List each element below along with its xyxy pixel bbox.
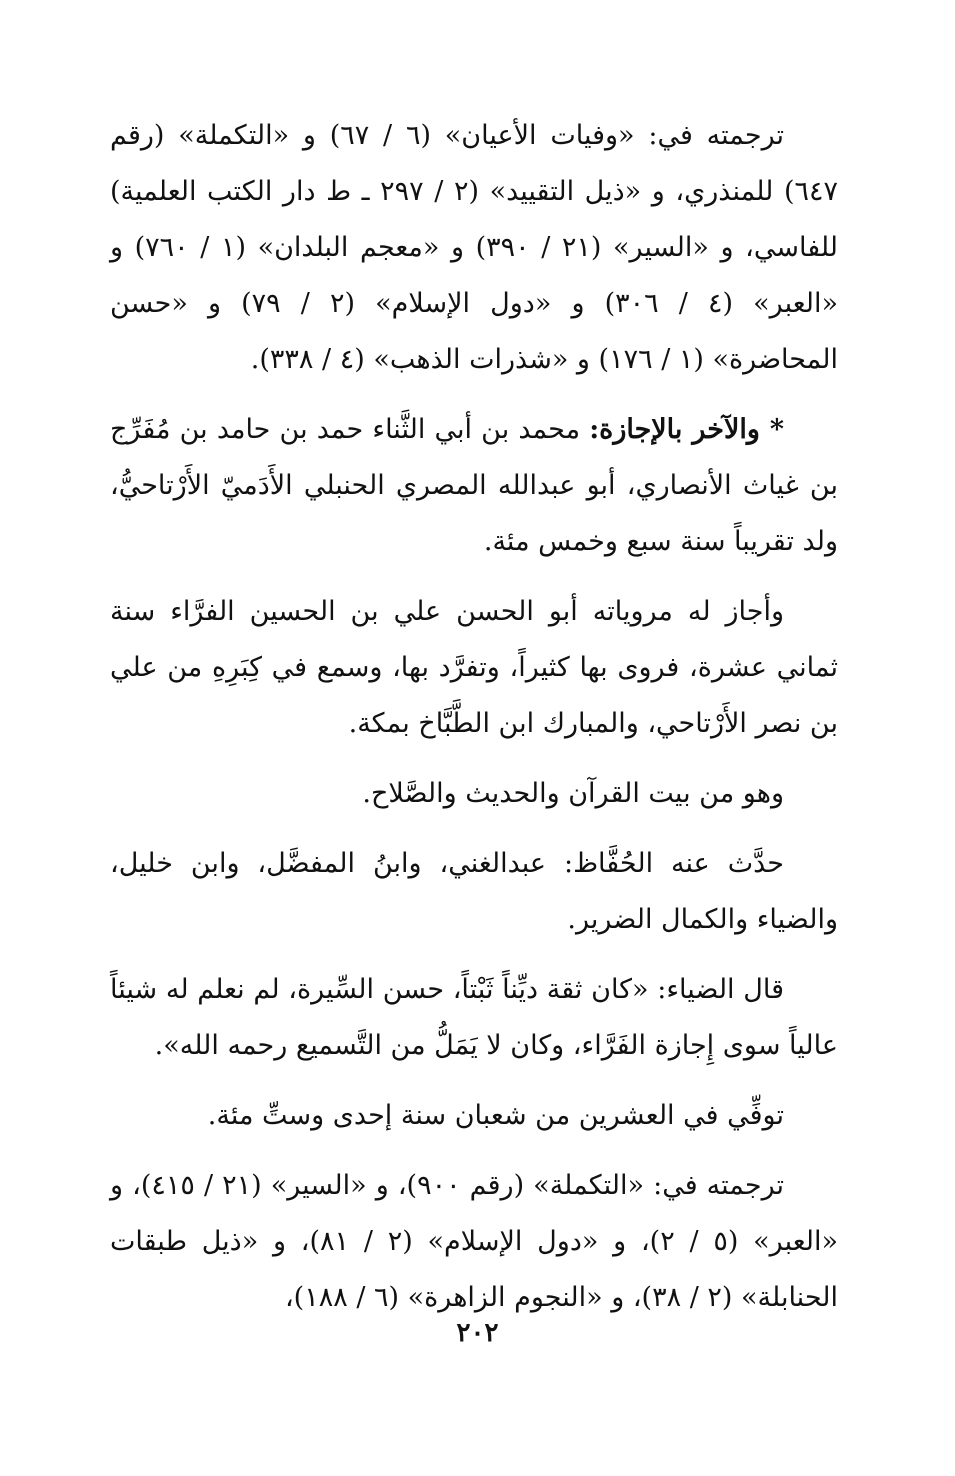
- paragraph-text: توفِّي في العشرين من شعبان سنة إحدى وستِّ مئة.: [207, 1100, 784, 1131]
- paragraph-students: [110, 836, 838, 948]
- paragraph-death: [110, 1088, 838, 1144]
- paragraph-sources-2: [110, 1158, 838, 1326]
- paragraph-text: وهو من بيت القرآن والحديث والصَّلاح.: [362, 778, 784, 809]
- paragraph-sources-1: [110, 108, 838, 388]
- page-number: ٢٠٢: [456, 1318, 499, 1348]
- paragraph-text: محمد بن أبي الثَّناء حمد بن حامد بن مُفَرِّج بن غياث الأنصاري، أبو عبدالله المصري الحنبلي الأَدَميّ الأَرْتاحيُّ، ولد تقريباً سنة سبع وخمس مئة.: [110, 414, 838, 557]
- paragraph-ijaza: [110, 584, 838, 752]
- paragraph-lead: * والآخر بالإجازة:: [589, 414, 784, 445]
- paragraph-text: ترجمته في: «التكملة» (رقم ٩٠٠)، و «السير» (٢١ / ٤١٥)، و «العبر» (٥ / ٢)، و «دول الإسلام» (٢ / ٨١)، و «ذيل طبقات الحنابلة» (٢ / ٣٨)، و «النجوم الزاهرة» (٦ / ١٨٨)،: [110, 1170, 838, 1313]
- paragraph-text: قال الضياء: «كان ثقة ديِّناً ثَبْتاً، حسن السِّيرة، لم نعلم له شيئاً عالياً سوى إِجازة الفَرَّاء، وكان لا يَمَلُّ من التَّسميع رحمه الله».: [110, 974, 838, 1061]
- paragraph-second-narrator: [110, 402, 838, 570]
- paragraph-text: وأجاز له مروياته أبو الحسن علي بن الحسين الفرَّاء سنة ثماني عشرة، فروى بها كثيراً، وتفرَّد بها، وسمع في كِبَرِهِ من علي بن نصر الأَرْتاحي، والمبارك ابن الطَّبَّاخ بمكة.: [110, 596, 838, 739]
- paragraph-text: حدَّث عنه الحُفَّاظ: عبدالغني، وابنُ المفضَّل، وابن خليل، والضياء والكمال الضرير.: [110, 848, 838, 935]
- page-body: [110, 108, 838, 1340]
- paragraph-family: [110, 766, 838, 822]
- paragraph-text: ترجمته في: «وفيات الأعيان» (٦ / ٦٧) و «التكملة» (رقم ٦٤٧) للمنذري، و «ذيل التقييد» (٢ / ٢٩٧ ـ ط دار الكتب العلمية) للفاسي، و «السير» (٢١ / ٣٩٠) و «معجم البلدان» (١ / ٧٦٠) و «العبر» (٤ / ٣٠٦) و «دول الإسلام» (٢ / ٧٩) و «حسن المحاضرة» (١ / ١٧٦) و «شذرات الذهب» (٤ / ٣٣٨).: [110, 120, 839, 375]
- paragraph-quote: [110, 962, 838, 1074]
